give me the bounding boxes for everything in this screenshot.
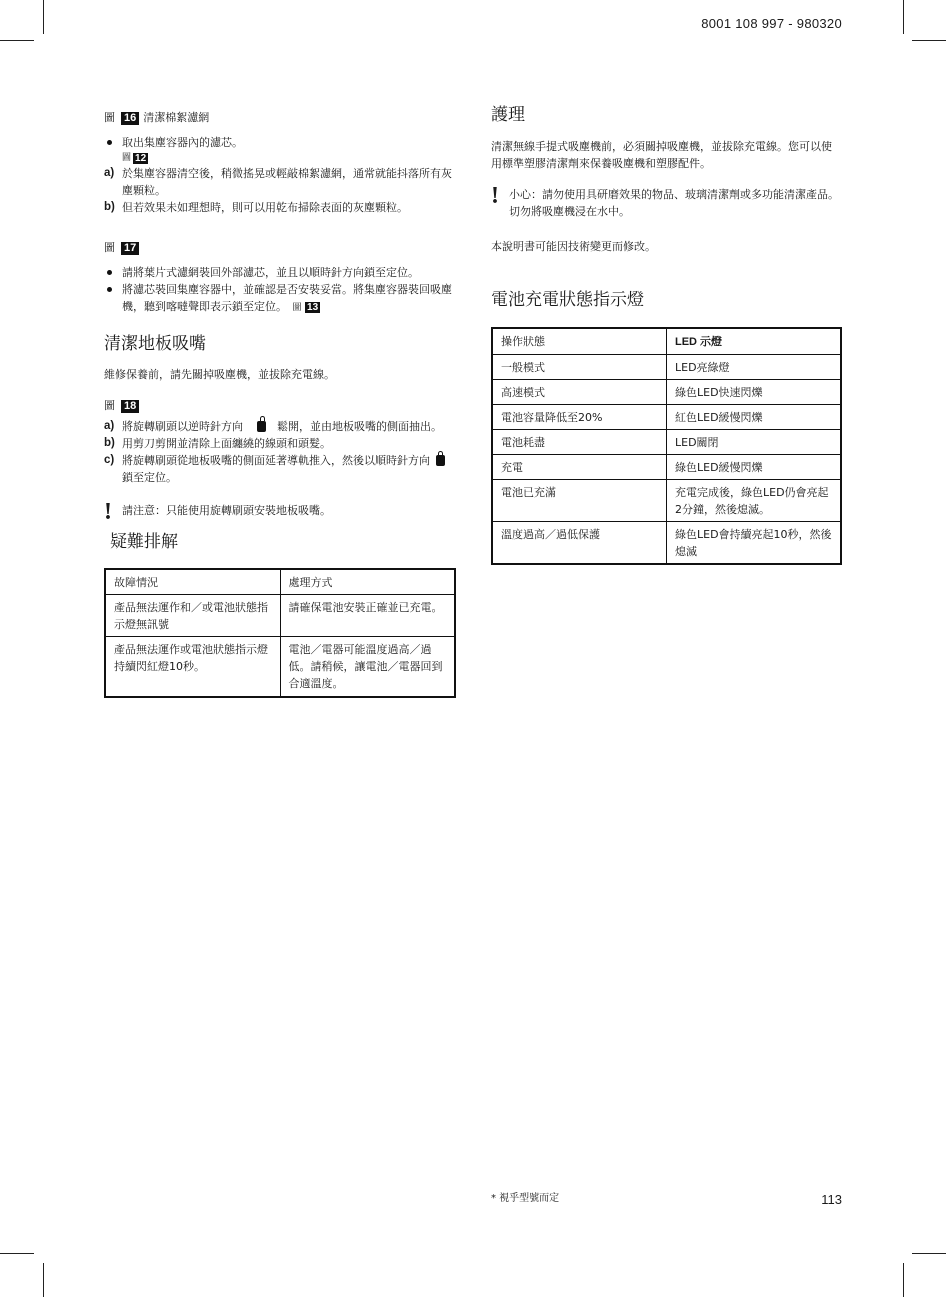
table-row <box>105 637 455 698</box>
section-heading-floor-nozzle: 清潔地板吸嘴 <box>104 334 206 354</box>
figure-number-badge: 13 <box>307 302 319 313</box>
step-text: 鎖至定位。 <box>122 471 177 484</box>
list-item <box>104 281 456 317</box>
step-label: b) <box>104 201 115 213</box>
figure-prefix: 圖 <box>122 153 132 163</box>
table-cell: 綠色LED會持續亮起10秒，然後熄滅 <box>667 522 842 565</box>
figure-17-caption <box>104 240 456 256</box>
table-row <box>492 455 841 480</box>
figure-12-ref <box>122 151 456 165</box>
table-cell: 綠色LED緩慢閃爍 <box>667 455 842 480</box>
table-cell: LED關閉 <box>667 430 842 455</box>
step-label: c) <box>104 454 115 466</box>
table-cell: 高速模式 <box>492 380 667 405</box>
crop-mark <box>43 0 44 34</box>
step-b <box>104 199 456 216</box>
warning-icon: ! <box>104 499 112 525</box>
table-header-row <box>492 328 841 355</box>
figure-prefix: 圖 <box>104 111 115 124</box>
crop-mark <box>903 1263 904 1297</box>
section-heading-battery-indicator: 電池充電狀態指示燈 <box>491 290 644 310</box>
step-label: b) <box>104 437 115 449</box>
table-cell: 綠色LED快速閃爍 <box>667 380 842 405</box>
step-c <box>104 452 456 486</box>
figure-number-badge: 17 <box>121 242 139 255</box>
left-column <box>104 104 456 698</box>
list-item-text: 將濾芯裝回集塵容器中，並確認是否安裝妥當。將集塵容器裝回吸塵機，聽到喀噠聲即表示鎖至定位。 <box>122 283 452 313</box>
figure-number-badge: 16 <box>121 112 139 125</box>
page-number: 113 <box>821 1192 842 1207</box>
caution-warning <box>491 183 842 220</box>
step-text: 但若效果未如理想時，則可以用乾布掃除表面的灰塵顆粒。 <box>122 201 408 214</box>
battery-status-table <box>491 327 842 565</box>
table-cell: LED亮綠燈 <box>667 355 842 380</box>
floor-intro: 維修保養前，請先關掉吸塵機，並拔除充電線。 <box>104 368 335 381</box>
lock-icon <box>436 455 445 466</box>
note-warning <box>104 499 456 525</box>
figure-prefix: 圖 <box>104 241 115 254</box>
list-item <box>104 134 456 165</box>
crop-mark <box>0 1253 34 1254</box>
table-cell: 一般模式 <box>492 355 667 380</box>
step-text: 於集塵容器清空後，稍微搖晃或輕敲棉絮濾網，通常就能抖落所有灰塵顆粒。 <box>122 167 452 197</box>
change-notice: 本說明書可能因技術變更而修改。 <box>491 240 656 253</box>
table-header-cell <box>667 328 842 355</box>
figure-18-caption <box>104 398 456 414</box>
table-row <box>105 595 455 637</box>
table-cell: 紅色LED緩慢閃爍 <box>667 405 842 430</box>
table-row <box>492 480 841 522</box>
table-cell: 產品無法運作或電池狀態指示燈持續閃紅燈10秒。 <box>105 637 280 698</box>
step-text: 將旋轉刷頭從地板吸嘴的側面延著導軌推入，然後以順時針方向 <box>122 454 430 467</box>
unlock-icon <box>257 421 266 432</box>
note-text: 請注意：只能使用旋轉刷頭安裝地板吸嘴。 <box>122 504 331 517</box>
step-text: 用剪刀剪開並清除上面纏繞的線頭和頭髮。 <box>122 437 331 450</box>
section-heading-troubleshooting: 疑難排解 <box>110 532 178 552</box>
table-cell: 溫度過高／過低保護 <box>492 522 667 565</box>
figure-prefix: 圖 <box>292 303 302 313</box>
table-cell: 電池已充滿 <box>492 480 667 522</box>
crop-mark <box>43 1263 44 1297</box>
figure-prefix: 圖 <box>104 399 115 412</box>
document-number: 8001 108 997 - 980320 <box>701 16 842 31</box>
table-cell: 電池容量降低至20% <box>492 405 667 430</box>
crop-mark <box>0 40 34 41</box>
table-header-row <box>105 569 455 595</box>
step-text: 將旋轉刷頭以逆時針方向 <box>122 420 243 433</box>
table-row <box>492 380 841 405</box>
table-row <box>492 430 841 455</box>
table-cell: 請確保電池安裝正確並已充電。 <box>280 595 455 637</box>
list-item-text: 請將葉片式濾網裝回外部濾芯，並且以順時針方向鎖至定位。 <box>122 266 419 279</box>
troubleshooting-table <box>104 568 456 698</box>
step-a <box>104 165 456 199</box>
table-header-cell: 故障情況 <box>105 569 280 595</box>
footnote: * 視乎型號而定 <box>491 1193 560 1204</box>
table-row <box>492 522 841 565</box>
caution-text: 小心：請勿使用具研磨效果的物品、玻璃清潔劑或多功能清潔產品。切勿將吸塵機浸在水中。 <box>509 188 839 218</box>
step-label: a) <box>104 167 115 179</box>
step-text: 鬆開，並由地板吸嘴的側面抽出。 <box>277 420 442 433</box>
list-item <box>104 264 456 281</box>
table-cell: 產品無法運作和／或電池狀態指示燈無訊號 <box>105 595 280 637</box>
table-header-cell: 處理方式 <box>280 569 455 595</box>
right-column <box>491 104 842 565</box>
table-header-text: LED 示燈 <box>675 336 723 348</box>
step-b <box>104 435 456 452</box>
table-header-cell: 操作狀態 <box>492 328 667 355</box>
list-item-text: 取出集塵容器內的濾芯。 <box>122 136 243 149</box>
section-heading-care: 護理 <box>491 105 525 125</box>
table-row <box>492 355 841 380</box>
table-cell: 電池耗盡 <box>492 430 667 455</box>
figure-title: 清潔棉絮濾網 <box>143 111 210 124</box>
figure-number-badge: 12 <box>135 152 147 164</box>
crop-mark <box>912 40 946 41</box>
step-a <box>104 418 456 435</box>
warning-icon: ! <box>491 183 499 209</box>
table-cell: 充電 <box>492 455 667 480</box>
table-cell: 充電完成後，綠色LED仍會亮起2分鐘，然後熄滅。 <box>667 480 842 522</box>
figure-number-badge: 18 <box>121 400 139 413</box>
table-row <box>492 405 841 430</box>
step-label: a) <box>104 420 115 432</box>
care-text: 清潔無線手提式吸塵機前，必須關掉吸塵機，並拔除充電線。您可以使用標準塑膠清潔劑來保養吸塵機和塑膠配件。 <box>491 140 832 170</box>
figure-16-caption <box>104 110 456 126</box>
crop-mark <box>912 1253 946 1254</box>
table-cell: 電池／電器可能溫度過高／過低。請稍候，讓電池／電器回到合適溫度。 <box>280 637 455 698</box>
crop-mark <box>903 0 904 34</box>
